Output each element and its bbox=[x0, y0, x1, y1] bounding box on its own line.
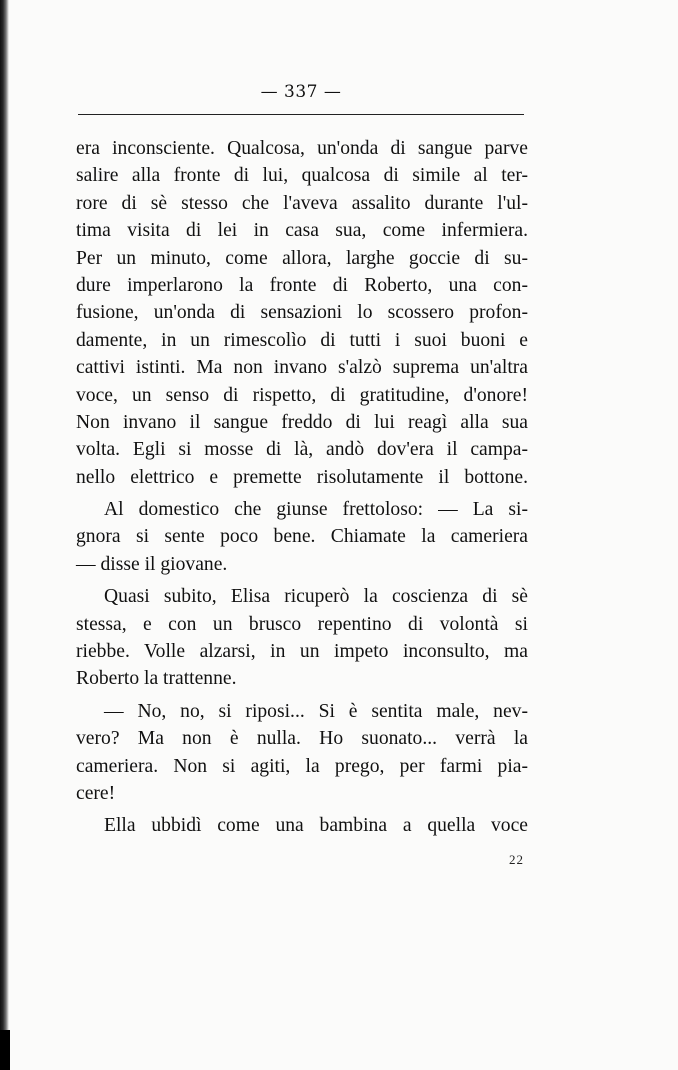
text-line: Per un minuto, come allora, larghe goccie di su- bbox=[76, 247, 528, 269]
text-line: dure imperlarono la fronte di Roberto, una con- bbox=[76, 274, 528, 296]
text-line: era inconsciente. Qualcosa, un'onda di sangue parve bbox=[76, 138, 528, 159]
text-line: stessa, e con un brusco repentino di volontà si bbox=[76, 613, 528, 635]
text-line: Quasi subito, Elisa ricuperò la coscienza di sè bbox=[104, 586, 528, 608]
text-line: — No, no, si riposi... Si è sentita male, nev- bbox=[104, 700, 528, 722]
paragraph bbox=[76, 135, 528, 491]
text-line: cere! bbox=[76, 782, 116, 804]
text-line: Al domestico che giunse frettoloso: — La si- bbox=[104, 499, 528, 521]
text-line: Ella ubbidì come una bambina a quella voce bbox=[104, 815, 528, 837]
text-line: tima visita di lei in casa sua, come infermiera. bbox=[76, 220, 528, 242]
text-line: voce, un senso di rispetto, di gratitudine, d'onore! bbox=[76, 384, 528, 406]
paragraph bbox=[76, 583, 528, 693]
text-line: Non invano il sangue freddo di lui reagì alla sua bbox=[76, 411, 528, 433]
text-line: Roberto la trattenne. bbox=[76, 668, 237, 690]
paragraph bbox=[76, 496, 528, 578]
text-line: gnora si sente poco bene. Chiamate la cameriera bbox=[76, 526, 528, 548]
page-number-header: — 337 — bbox=[260, 82, 342, 102]
text-line: vero? Ma non è nulla. Ho suonato... verrà la bbox=[76, 728, 528, 750]
book-spine-edge bbox=[0, 1030, 10, 1070]
text-line: fusione, un'onda di sensazioni lo scossero profon- bbox=[76, 302, 528, 324]
text-line: damente, in un rimescolìo di tutti i suoi buoni e bbox=[76, 329, 528, 351]
text-line: volta. Egli si mosse di là, andò dov'era il campa- bbox=[76, 439, 528, 461]
book-spine-shadow bbox=[0, 0, 9, 1070]
paragraph bbox=[76, 812, 528, 839]
header-rule bbox=[78, 114, 524, 115]
signature-mark: 22 bbox=[509, 852, 524, 867]
text-line: nello elettrico e premette risolutamente il bottone. bbox=[76, 466, 528, 488]
text-line: rore di sè stesso che l'aveva assalito durante l'ul- bbox=[76, 192, 528, 214]
text-line: salire alla fronte di lui, qualcosa di simile al ter- bbox=[76, 165, 528, 187]
text-line: — disse il giovane. bbox=[76, 553, 228, 575]
text-line: riebbe. Volle alzarsi, in un impeto inconsulto, ma bbox=[76, 641, 528, 663]
text-line: cameriera. Non si agiti, la prego, per farmi pia- bbox=[76, 755, 528, 777]
text-line: cattivi istinti. Ma non invano s'alzò suprema un'altra bbox=[76, 357, 528, 379]
body-text bbox=[76, 135, 528, 840]
paragraph bbox=[76, 698, 528, 808]
